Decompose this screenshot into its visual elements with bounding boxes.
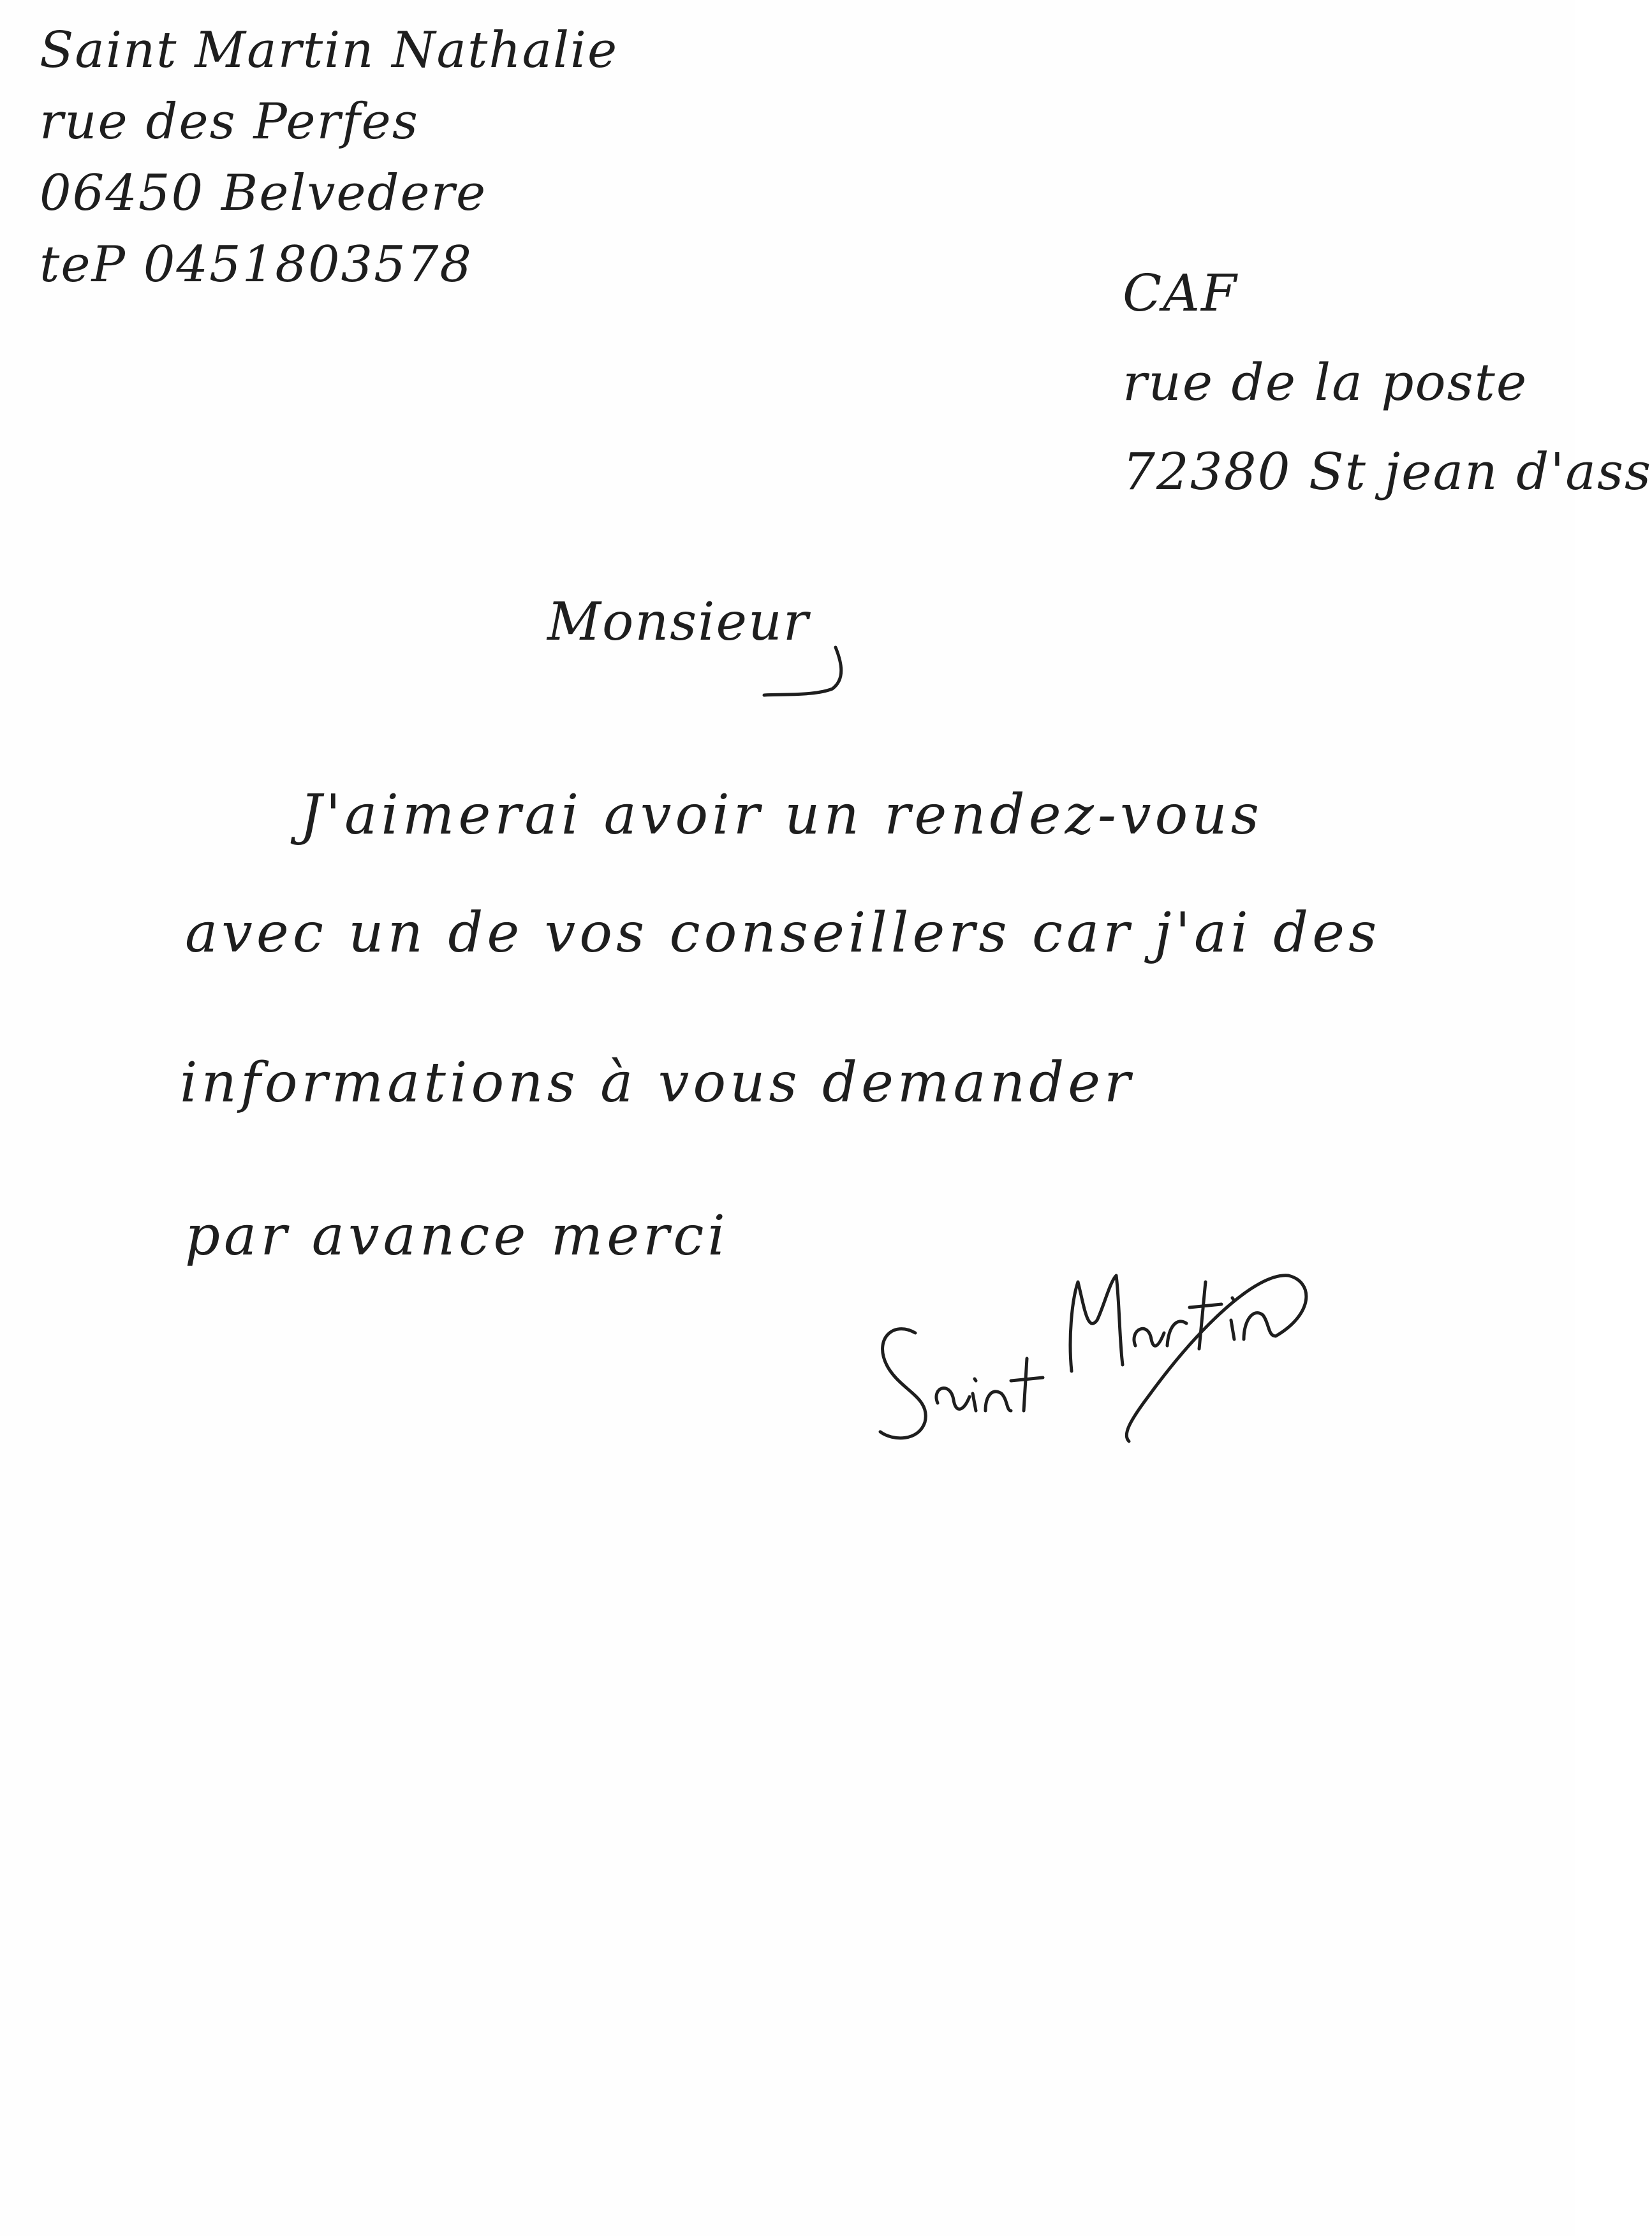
sender-phone: teP 0451803578 (40, 236, 473, 293)
recipient-address (1123, 263, 1652, 536)
body-line-3: informations à vous demander (180, 1051, 1135, 1115)
body-line-1: J'aimerai avoir un rendez-vous (300, 783, 1263, 847)
body-line-2: avec un de vos conseillers car j'ai des (185, 901, 1381, 965)
sender-name: Saint Martin Nathalie (40, 22, 619, 79)
recipient-street: rue de la poste (1123, 353, 1528, 412)
sender-city: 06450 Belvedere (40, 165, 487, 222)
signature (867, 1244, 1327, 1448)
body-line-4: par avance merci (185, 1204, 729, 1268)
sender-address (40, 22, 619, 311)
sender-street: rue des Perfes (40, 93, 419, 151)
recipient-city: 72380 St jean d'ass (1123, 442, 1652, 501)
salutation-flourish (762, 644, 858, 702)
salutation: Monsieur (547, 592, 809, 652)
recipient-organization: CAF (1123, 263, 1238, 323)
